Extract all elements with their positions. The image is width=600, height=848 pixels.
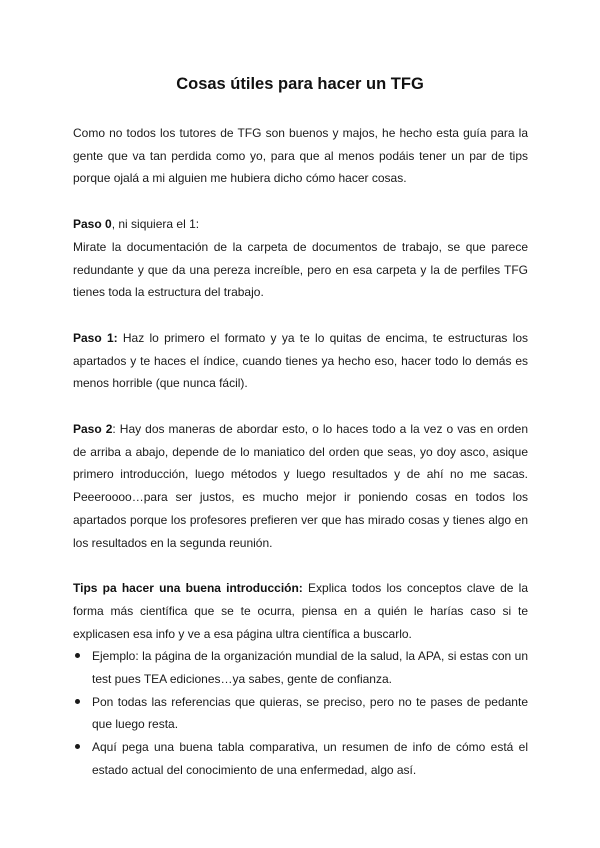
paso0-paragraph: Mirate la documentación de la carpeta de documentos de trabajo, se que parece redundante y que da una pereza increíble, pero en esa carpeta y la de perfiles TFG tienes toda la estructura del trabajo.: [73, 239, 528, 300]
list-item: [73, 736, 528, 781]
list-item: [73, 645, 528, 690]
spacer: [73, 554, 528, 577]
list-item: [73, 691, 528, 736]
tips-label: Tips pa hacer una buena introducción:: [73, 581, 303, 596]
paso1-text: Haz lo primero el formato y ya te lo quitas de encima, te estructuras los apartados y te haces el índice, cuando tienes ya hecho eso, hacer todo lo demás es menos horrible (que nunca fácil).: [73, 330, 529, 391]
paso1-paragraph: [73, 327, 528, 395]
paso2-paragraph: [73, 418, 528, 554]
document-body: [73, 122, 528, 782]
bullet-text: Aquí pega una buena tabla comparativa, un resumen de info de cómo está el estado actual del conocimiento de una enfermedad, algo así.: [92, 740, 528, 777]
bullet-icon: [75, 744, 80, 749]
tips-text: Explica todos los conceptos clave de la forma más científica que se te ocurra, piensa en a quién le harías caso si te explicasen esa info y ve a esa página ultra científica a buscarlo.: [73, 581, 528, 641]
document-title: Cosas útiles para hacer un TFG: [176, 75, 424, 93]
paso2-text: : Hay dos maneras de abordar esto, o lo haces todo a la vez o vas en orden de arriba a abajo, depende de lo maniatico del orden que seas, yo doy asco, asique primero introducción, luego métodos y luego resultados y de ahí no me sacas. Peeeroooo…para ser justos, es mucho mejor ir poniendo cosas en todos los apartados porque los profesores prefieren ver que has mirado cosas y tienes algo en los resultados en la segunda reunión.: [73, 422, 528, 550]
paso2-label: Paso 2: [73, 422, 113, 437]
bullet-icon: [75, 653, 80, 658]
bullet-text: Ejemplo: la página de la organización mundial de la salud, la APA, si estas con un test pues TEA ediciones…ya sabes, gente de confianza.: [92, 649, 528, 687]
bullet-icon: [75, 699, 80, 704]
bullet-text: Pon todas las referencias que quieras, se preciso, pero no te pases de pedante que luego resta.: [92, 694, 528, 732]
spacer: [73, 304, 528, 327]
paso1-label: Paso 1:: [73, 330, 118, 345]
tips-bullet-list: [73, 645, 528, 781]
paso0-label-rest: , ni siquiera el 1:: [111, 217, 200, 232]
tips-paragraph: [73, 577, 528, 645]
spacer: [73, 395, 528, 418]
paso0-label: Paso 0: [73, 217, 112, 232]
spacer: [73, 190, 528, 213]
paso0-heading: [73, 213, 528, 236]
intro-paragraph: Como no todos los tutores de TFG son buenos y majos, he hecho esta guía para la gente que va tan perdida como yo, para que al menos podáis tener un par de tips porque ojalá a mi alguien me hubiera dicho cómo hacer cosas.: [73, 126, 528, 186]
